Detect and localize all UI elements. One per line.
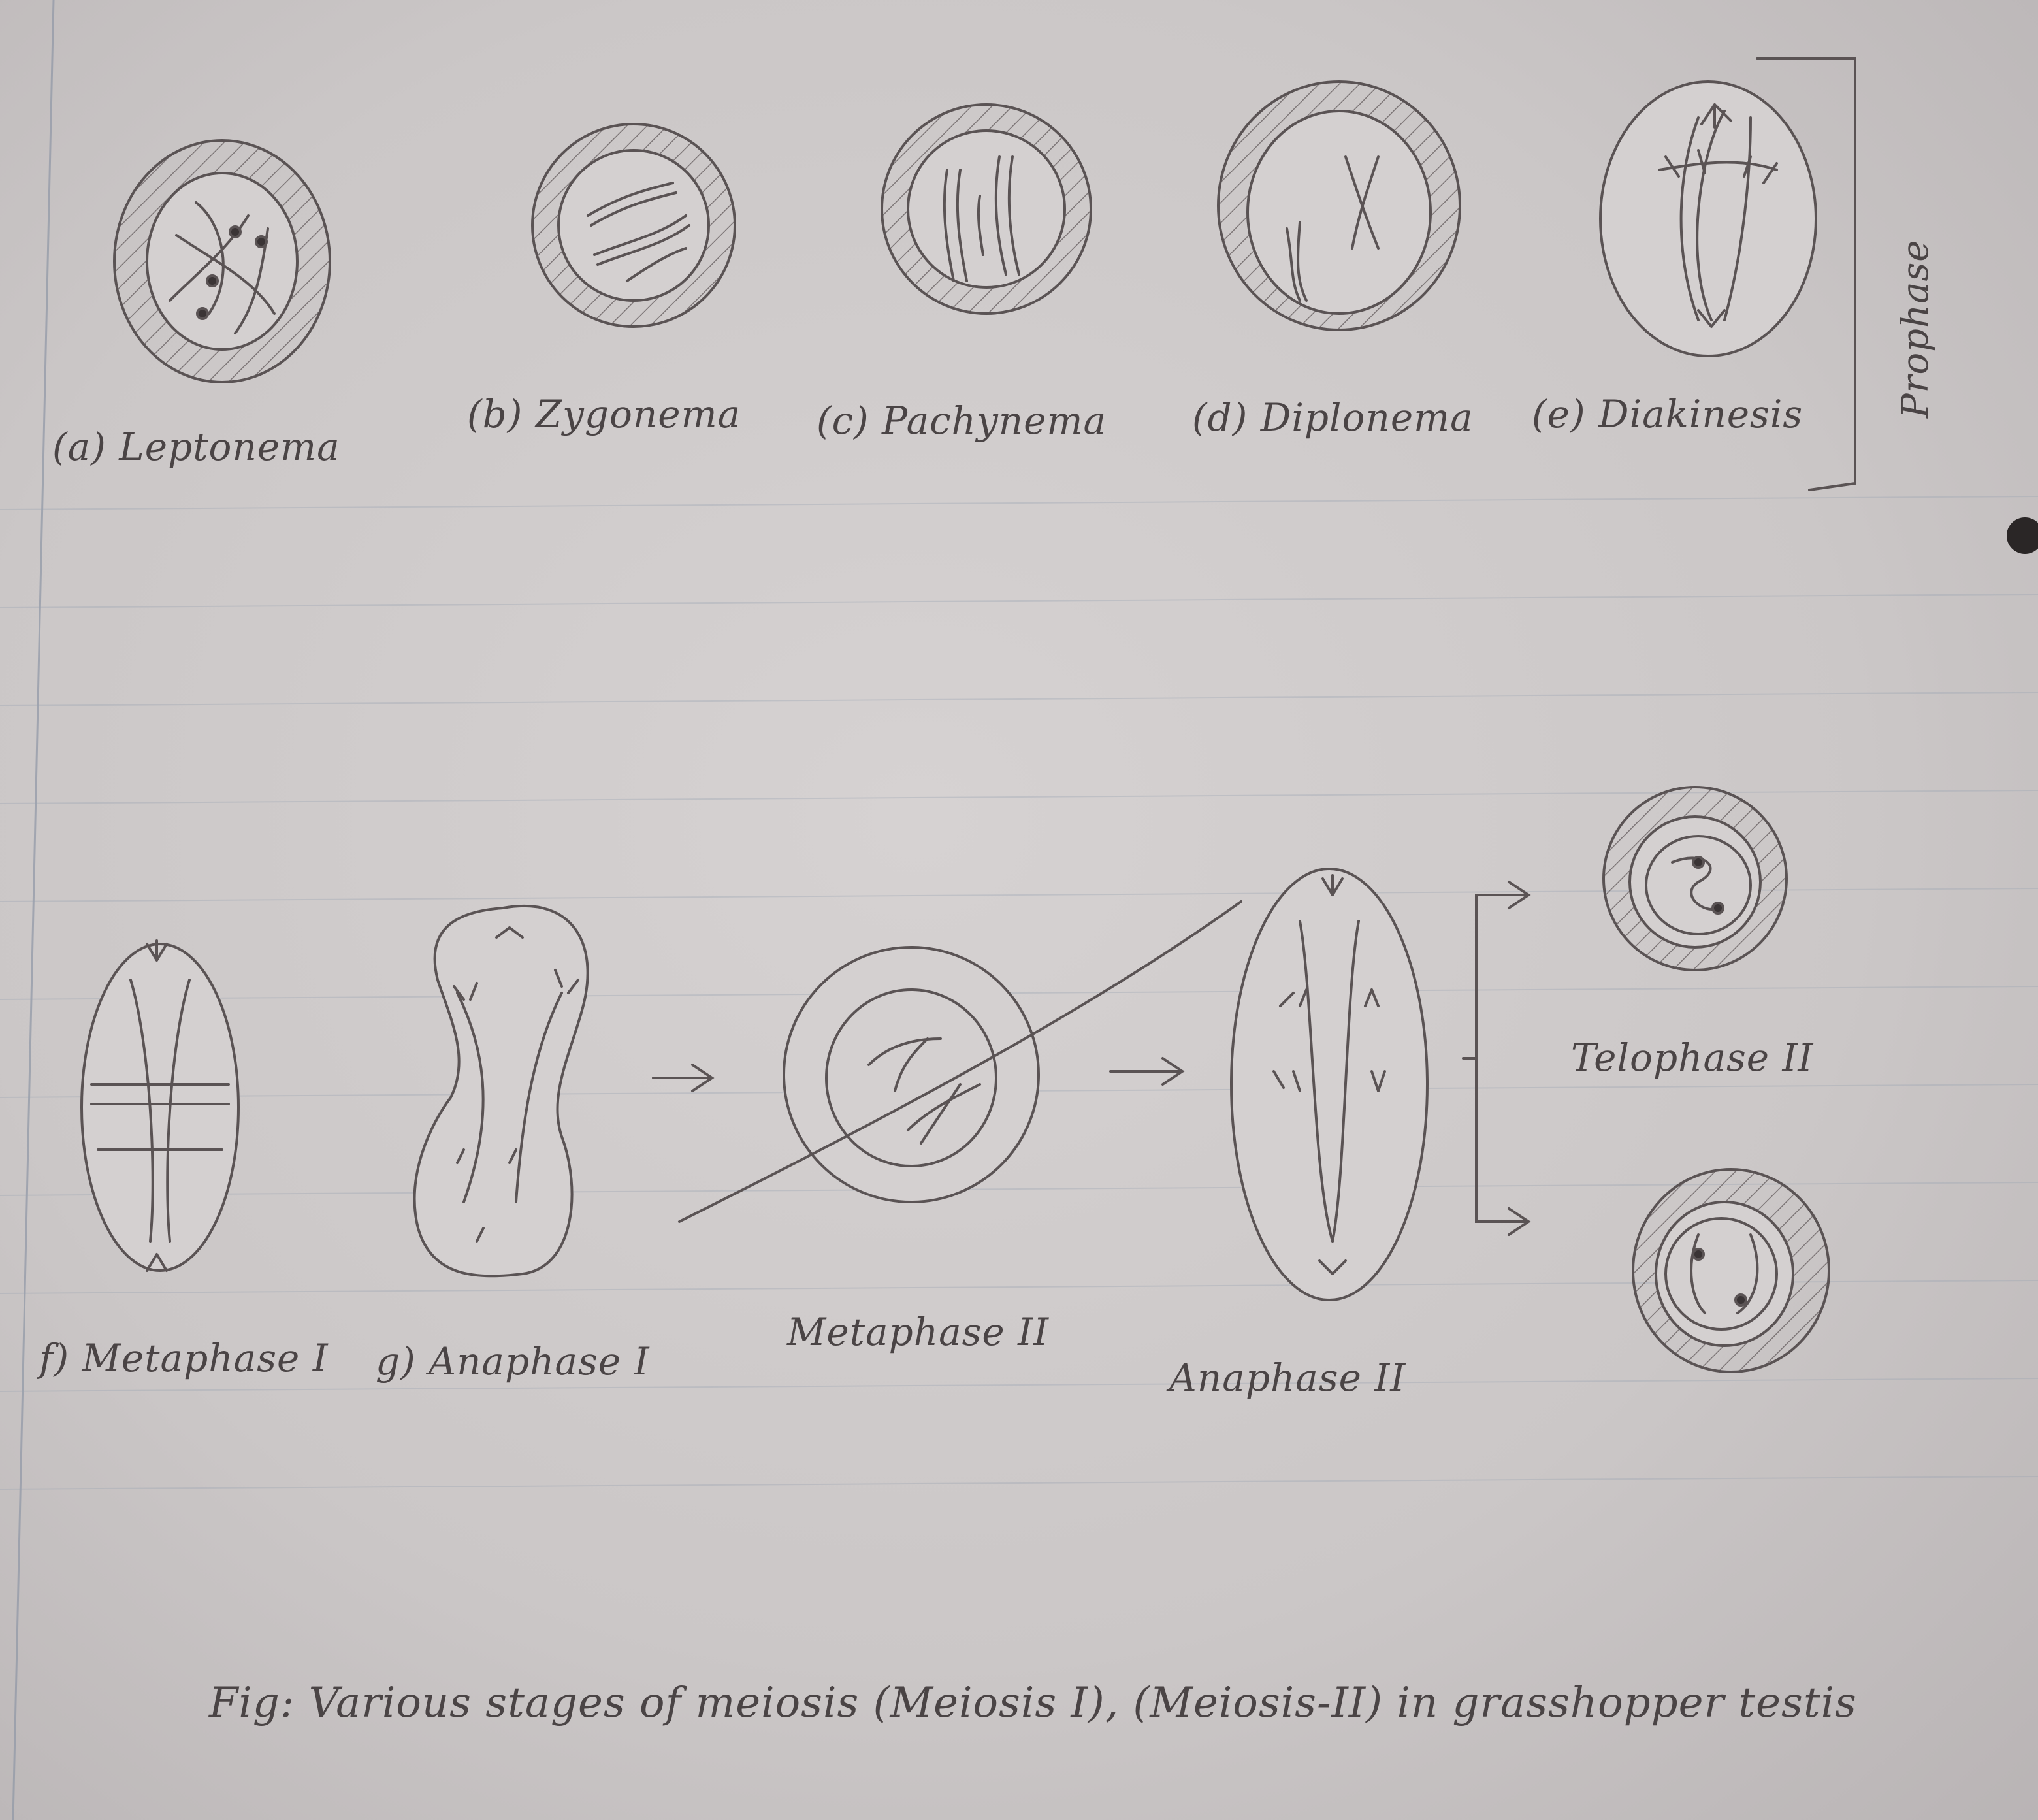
telophase-2-cell-bottom	[1633, 1169, 1829, 1372]
diakinesis-label: (e) Diakinesis	[1532, 392, 1803, 436]
figure-caption: Fig: Various stages of meiosis (Meiosis I), (Meiosis-II) in grasshopper testis	[209, 1679, 1857, 1727]
metaphase-2-label: Metaphase II	[787, 1310, 1050, 1354]
pachynema-cell	[882, 105, 1091, 314]
diakinesis-cell	[1600, 82, 1816, 356]
anaphase-2-label: Anaphase II	[1169, 1356, 1406, 1400]
telophase-2-cell-top	[1604, 787, 1787, 970]
diplonema-cell	[1218, 82, 1460, 330]
metaphase-2-cell	[679, 902, 1241, 1222]
zygonema-cell	[532, 124, 735, 327]
margin-line	[13, 0, 54, 1820]
binder-hole	[2007, 517, 2038, 554]
telophase-2-label: Telophase II	[1571, 1035, 1814, 1080]
anaphase-1-cell	[415, 906, 588, 1276]
anaphase-1-label: g) Anaphase I	[376, 1339, 650, 1384]
pachynema-label: (c) Pachynema	[817, 398, 1107, 443]
arrow-to-anaphase-2	[1110, 1058, 1182, 1084]
diplonema-label: (d) Diplonema	[1192, 395, 1474, 440]
split-bracket	[1463, 882, 1528, 1235]
prophase-label: Prophase	[1894, 239, 1937, 418]
metaphase-1-label: f) Metaphase I	[39, 1336, 329, 1380]
anaphase-2-cell	[1231, 869, 1427, 1300]
zygonema-label: (b) Zygonema	[467, 392, 741, 436]
leptonema-cell	[114, 140, 330, 382]
leptonema-label: (a) Leptonema	[52, 425, 340, 469]
metaphase-1-cell	[82, 941, 238, 1271]
arrow-to-metaphase-2	[653, 1065, 712, 1091]
